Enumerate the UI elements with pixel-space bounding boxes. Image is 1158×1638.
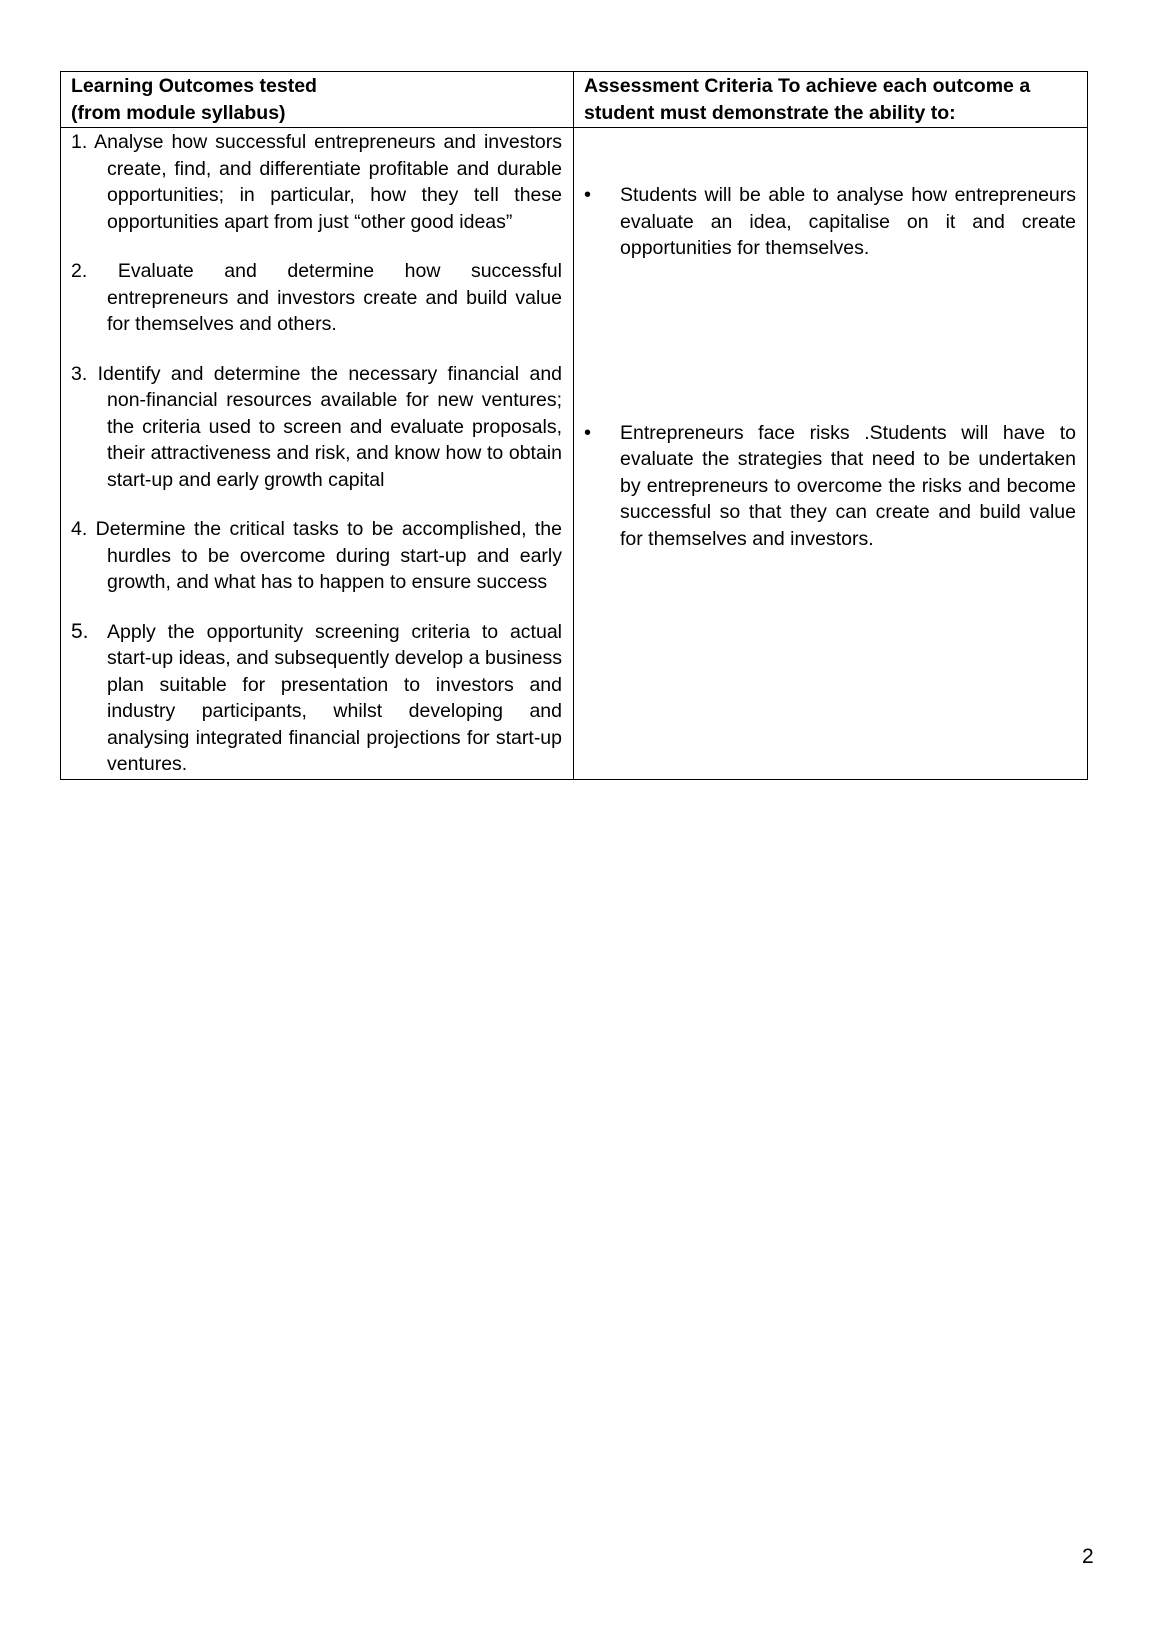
outcome-number: 2. — [71, 260, 88, 282]
outcome-number: 4. — [71, 518, 88, 540]
outcome-text: Determine the critical tasks to be accomplished, the hurdles to be overcome during start-up and early growth, and what has to happen to ensure success — [95, 518, 563, 593]
bullet-icon: • — [584, 421, 592, 444]
outcome-text: Evaluate and determine how successful entrepreneurs and investors create and build value for themselves and others. — [107, 260, 562, 335]
header-assessment-criteria — [574, 72, 1088, 128]
bullet-icon: • — [584, 184, 592, 206]
criteria-item-1 — [584, 182, 1076, 262]
outcome-text: Apply the opportunity screening criteria to actual start-up ideas, and subsequently develop a business plan suitable for presentation to investors and industry participants, whilst developing and analysing integrated financial projections for start-up ventures. — [107, 620, 562, 775]
header-right-line1: Assessment Criteria To achieve each outcome a — [584, 75, 1031, 97]
outcomes-list — [71, 129, 562, 778]
outcome-number: 3. — [71, 362, 88, 385]
outcome-number: 1. — [71, 131, 88, 153]
learning-outcomes-table — [60, 71, 1088, 780]
criteria-text: Students will be able to analyse how entrepreneurs evaluate an idea, capitalise on it and create opportunities for themselves. — [620, 184, 1076, 259]
criteria-list — [584, 182, 1076, 552]
outcome-item-1 — [71, 129, 562, 235]
table-header-row — [61, 72, 1088, 128]
table-body-row — [61, 128, 1088, 780]
header-right-line2: student must demonstrate the ability to: — [584, 101, 956, 124]
outcome-item-2 — [71, 258, 562, 338]
criteria-text: Entrepreneurs face risks .Students will have to evaluate the strategies that need to be undertaken by entrepreneurs to overcome the risks and become successful so that they can create and build value for themselves and investors. — [620, 421, 1076, 550]
page-number: 2 — [1082, 1545, 1094, 1568]
outcome-number: 5. — [71, 619, 89, 643]
criteria-cell — [574, 128, 1088, 780]
outcome-text: Identify and determine the necessary financial and non-financial resources available for new ventures; the criteria used to screen and evaluate proposals, their attractiveness and risk, and know how to obtain start-up and early growth capital — [97, 362, 563, 491]
outcome-text: Analyse how successful entrepreneurs and investors create, find, and differentiate profitable and durable opportunities; in particular, how they tell these opportunities apart from just “other good ideas” — [94, 131, 562, 233]
header-left-line1: Learning Outcomes tested — [71, 75, 317, 97]
criteria-item-2 — [584, 420, 1076, 553]
header-left-line2: (from module syllabus) — [71, 101, 286, 124]
outcome-item-5 — [71, 619, 562, 778]
outcome-item-3 — [71, 361, 562, 494]
outcome-item-4 — [71, 516, 562, 596]
outcomes-cell — [61, 128, 574, 780]
header-learning-outcomes — [61, 72, 574, 128]
